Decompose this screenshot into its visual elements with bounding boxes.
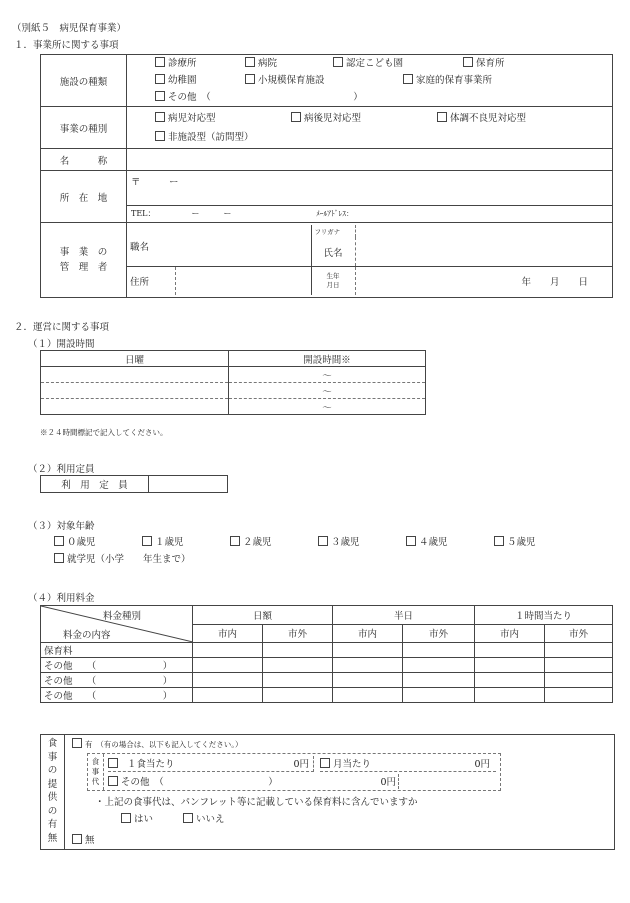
hours-time-3[interactable]: ～ — [229, 399, 426, 415]
meal-no-option[interactable]: 無 — [72, 832, 95, 846]
age-5[interactable]: ５歳児 — [494, 537, 536, 548]
hours-note: ※２４時間標記で記入してください。 — [40, 428, 168, 437]
facility-table — [40, 54, 613, 298]
person-name-label: 氏名 — [311, 237, 355, 267]
fees-col-halfday: 半日 — [333, 606, 475, 625]
hours-col-time: 開設時間※ — [229, 351, 426, 367]
fees-table — [40, 605, 613, 703]
meal-other-value: 0円 — [380, 777, 396, 788]
fees-diagonal-header — [41, 606, 193, 643]
ages-title: （３）対象年齢 — [28, 521, 95, 532]
cb-sick-child[interactable]: 病児対応型 — [155, 109, 291, 128]
hours-day-3[interactable] — [41, 399, 229, 415]
fees-diag-bottom: 料金の内容 — [63, 630, 111, 641]
fees-sub-in: 市内 — [333, 624, 403, 643]
per-meal-value: 0円 — [293, 759, 309, 770]
meal-cost-label: 食 事 代 — [88, 754, 104, 790]
hours-time-2[interactable]: ～ — [229, 383, 426, 399]
hours-day-2[interactable] — [41, 383, 229, 399]
meal-question: ・上記の食事代は、パンフレット等に記載している保育料に含んでいますか — [95, 797, 418, 808]
meal-vertical-label: 食 事 の 提 供 の 有 無 — [41, 735, 65, 849]
meal-section — [40, 734, 615, 850]
age-3[interactable]: ３歳児 — [318, 534, 406, 551]
answer-no[interactable]: いいえ — [183, 814, 225, 825]
cb-kindergarten[interactable]: 幼稚園 — [155, 72, 245, 89]
fees-sub-in: 市内 — [475, 624, 545, 643]
name-label: 名 称 — [41, 149, 127, 171]
hours-day-1[interactable] — [41, 367, 229, 383]
fees-sub-out: 市外 — [545, 624, 613, 643]
cb-kodomoen[interactable]: 認定こども園 — [333, 55, 463, 72]
hours-table — [40, 350, 426, 415]
fees-row-label: その他 （ ） — [41, 673, 193, 688]
fees-sub-in: 市内 — [193, 624, 263, 643]
meal-other-option[interactable]: その他 （ ） 0円 — [108, 774, 399, 789]
fees-diag-top: 料金種別 — [103, 611, 142, 622]
answer-yes[interactable]: はい — [121, 811, 183, 825]
facility-type-label: 施設の種類 — [41, 55, 127, 107]
furigana-field[interactable] — [355, 225, 612, 237]
cb-unwell[interactable]: 体調不良児対応型 — [437, 113, 526, 124]
title-field[interactable] — [175, 225, 311, 267]
title-label: 職名 — [127, 225, 175, 267]
address-field[interactable]: 〒 ー — [127, 172, 612, 206]
fees-row-label: その他 （ ） — [41, 658, 193, 673]
per-month-value: 0円 — [474, 759, 490, 770]
residence-field[interactable] — [175, 267, 311, 295]
ages-list — [54, 534, 574, 568]
age-2[interactable]: ２歳児 — [230, 534, 318, 551]
dob-field[interactable]: 年 月 日 — [521, 277, 588, 289]
cb-recovery[interactable]: 病後児対応型 — [291, 109, 437, 128]
cb-facility-other[interactable]: その他 （ ） — [155, 89, 609, 106]
fees-row-label: 保育料 — [41, 643, 193, 658]
cb-nursery[interactable]: 保育所 — [463, 58, 505, 69]
age-0[interactable]: ０歳児 — [54, 534, 142, 551]
fees-title: （４）利用料金 — [28, 593, 95, 604]
cb-home-nursery[interactable]: 家庭的保育事業所 — [403, 75, 492, 86]
business-type-label: 事業の種別 — [41, 107, 127, 149]
cb-hospital[interactable]: 病院 — [245, 55, 333, 72]
cb-visiting[interactable]: 非施設型（訪問型） — [155, 128, 609, 147]
cb-small-nursery[interactable]: 小規模保育施設 — [245, 72, 403, 89]
dob-label: 生年 月日 — [311, 267, 355, 295]
age-4[interactable]: ４歳児 — [406, 534, 494, 551]
capacity-title: （２）利用定員 — [28, 464, 95, 475]
hours-col-day: 日曜 — [41, 351, 229, 367]
age-school[interactable]: 就学児（小学 年生まで） — [54, 551, 574, 568]
hours-time-1[interactable]: ～ — [229, 367, 426, 383]
manager-label: 事 業 の 管 理 者 — [41, 223, 127, 298]
hours-title: （１）開設時間 — [28, 339, 95, 350]
address-label: 所 在 地 — [41, 171, 127, 223]
furigana-label: フリガナ — [311, 225, 355, 237]
residence-label: 住所 — [127, 267, 175, 295]
tel-field[interactable]: TEL： ー ー — [131, 208, 232, 218]
section2-title: ２．運営に関する事項 — [14, 322, 110, 333]
fees-col-daily: 日額 — [193, 606, 333, 625]
per-meal-option[interactable]: １食当たり 0円 — [108, 756, 314, 772]
fees-sub-out: 市外 — [403, 624, 475, 643]
meal-yes-option[interactable]: 有 （有の場合は、以下も記入してください。） — [72, 738, 243, 750]
fees-sub-out: 市外 — [263, 624, 333, 643]
age-1[interactable]: １歳児 — [142, 534, 230, 551]
section1-title: １．事業所に関する事項 — [14, 40, 119, 51]
person-name-field[interactable] — [355, 237, 612, 267]
capacity-table — [40, 475, 228, 493]
cb-clinic[interactable]: 診療所 — [155, 55, 245, 72]
per-month-option[interactable]: 月当たり 0円 — [320, 756, 496, 772]
capacity-field[interactable] — [149, 476, 228, 493]
fees-col-hourly: １時間当たり — [475, 606, 613, 625]
form-header: （別紙５ 病児保育事業） — [12, 23, 127, 34]
fees-row-label: その他 （ ） — [41, 688, 193, 703]
name-field[interactable] — [127, 149, 613, 171]
email-field[interactable]: ﾒｰﾙｱﾄﾞﾚｽ： — [316, 208, 354, 218]
capacity-label: 利 用 定 員 — [41, 476, 149, 493]
meal-cost-box — [87, 753, 501, 791]
